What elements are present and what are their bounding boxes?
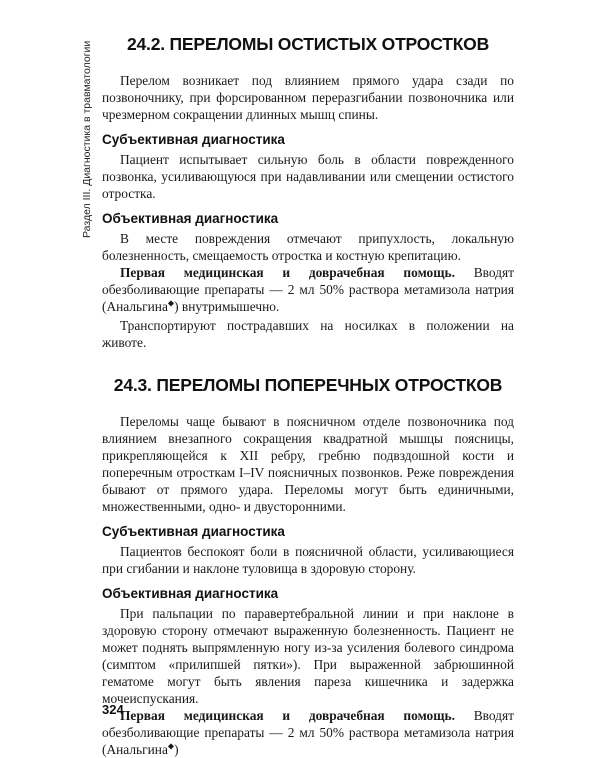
- section1-first-aid-tail: ) внутримышечно.: [174, 299, 280, 314]
- section-title-transverse: 24.3. ПЕРЕЛОМЫ ПОПЕРЕЧНЫХ ОТРОСТКОВ: [113, 375, 503, 395]
- section2-subjective-text: Пациентов беспокоят боли в поясничной области, усиливающиеся при сгибании и наклоне туловища в здоровую сторону.: [102, 544, 514, 576]
- section1-trademark-mark: ◆: [167, 298, 175, 308]
- section2-subjective-heading: Субъективная диагностика: [102, 524, 285, 539]
- section1-transport: Транспортируют пострадавших на носилках в положении на животе.: [102, 318, 514, 350]
- section1-subjective-text: Пациент испытывает сильную боль в области поврежденного позвонка, усиливающуюся при надавливании или смещении остистого отростка.: [102, 152, 514, 201]
- page-content: [102, 34, 514, 758]
- page-number: 324: [102, 702, 124, 717]
- section2-intro: Переломы чаще бывают в поясничном отделе позвоночника под влиянием внезапного сокращения квадратной мышцы поясницы, прикрепляющейся к XII ребру, гребню подвздошной кости и поперечным отросткам I–IV поясничных позвонков. Реже повреждения бывают от прямого удара. Переломы могут быть единичными, множественными, одно- и двусторонними.: [102, 414, 514, 514]
- section2-objective-heading: Объективная диагностика: [102, 586, 279, 601]
- section2-first-aid-tail: ): [174, 742, 179, 757]
- section1-subjective-heading: Субъективная диагностика: [102, 132, 285, 147]
- section1-first-aid-lead: Первая медицинская и доврачебная помощь.: [120, 265, 455, 280]
- section2-trademark-mark: ◆: [167, 741, 175, 751]
- section1-objective-heading: Объективная диагностика: [102, 211, 279, 226]
- section1-objective-text: В месте повреждения отмечают припухлость, локальную болезненность, смещаемость отростка и костную крепитацию.: [102, 231, 514, 263]
- section-title-spinous: 24.2. ПЕРЕЛОМЫ ОСТИСТЫХ ОТРОСТКОВ: [126, 34, 490, 54]
- side-label-text: Раздел III. Диагностика в травматологии: [81, 40, 93, 238]
- section2-first-aid-text: Вводят обезболивающие препараты — 2 мл 50% раствора метамизола натрия (Анальгина: [102, 708, 514, 757]
- section1-intro: Перелом возникает под влиянием прямого удара сзади по позвоночнику, при форсированном переразгибании позвоночника или чрезмерном сокращении длинных мышц спины.: [102, 73, 514, 122]
- section1-first-aid-text: Вводят обезболивающие препараты — 2 мл 50% раствора метамизола натрия (Анальгина: [102, 265, 514, 314]
- section2-first-aid: [102, 707, 514, 758]
- section2-first-aid-lead: Первая медицинская и доврачебная помощь.: [120, 708, 455, 723]
- section2-objective-text: При пальпации по паравертебральной линии и при наклоне в здоровую сторону отмечают выраженную болезненность. Пациент не может поднять выпрямленную ногу из-за усиления болевого синдрома (симптом «прилипшей пятки»). При выраженной забрюшинной гематоме могут быть явления пареза кишечника и задержка мочеиспускания.: [102, 606, 514, 706]
- section1-first-aid: [102, 264, 514, 315]
